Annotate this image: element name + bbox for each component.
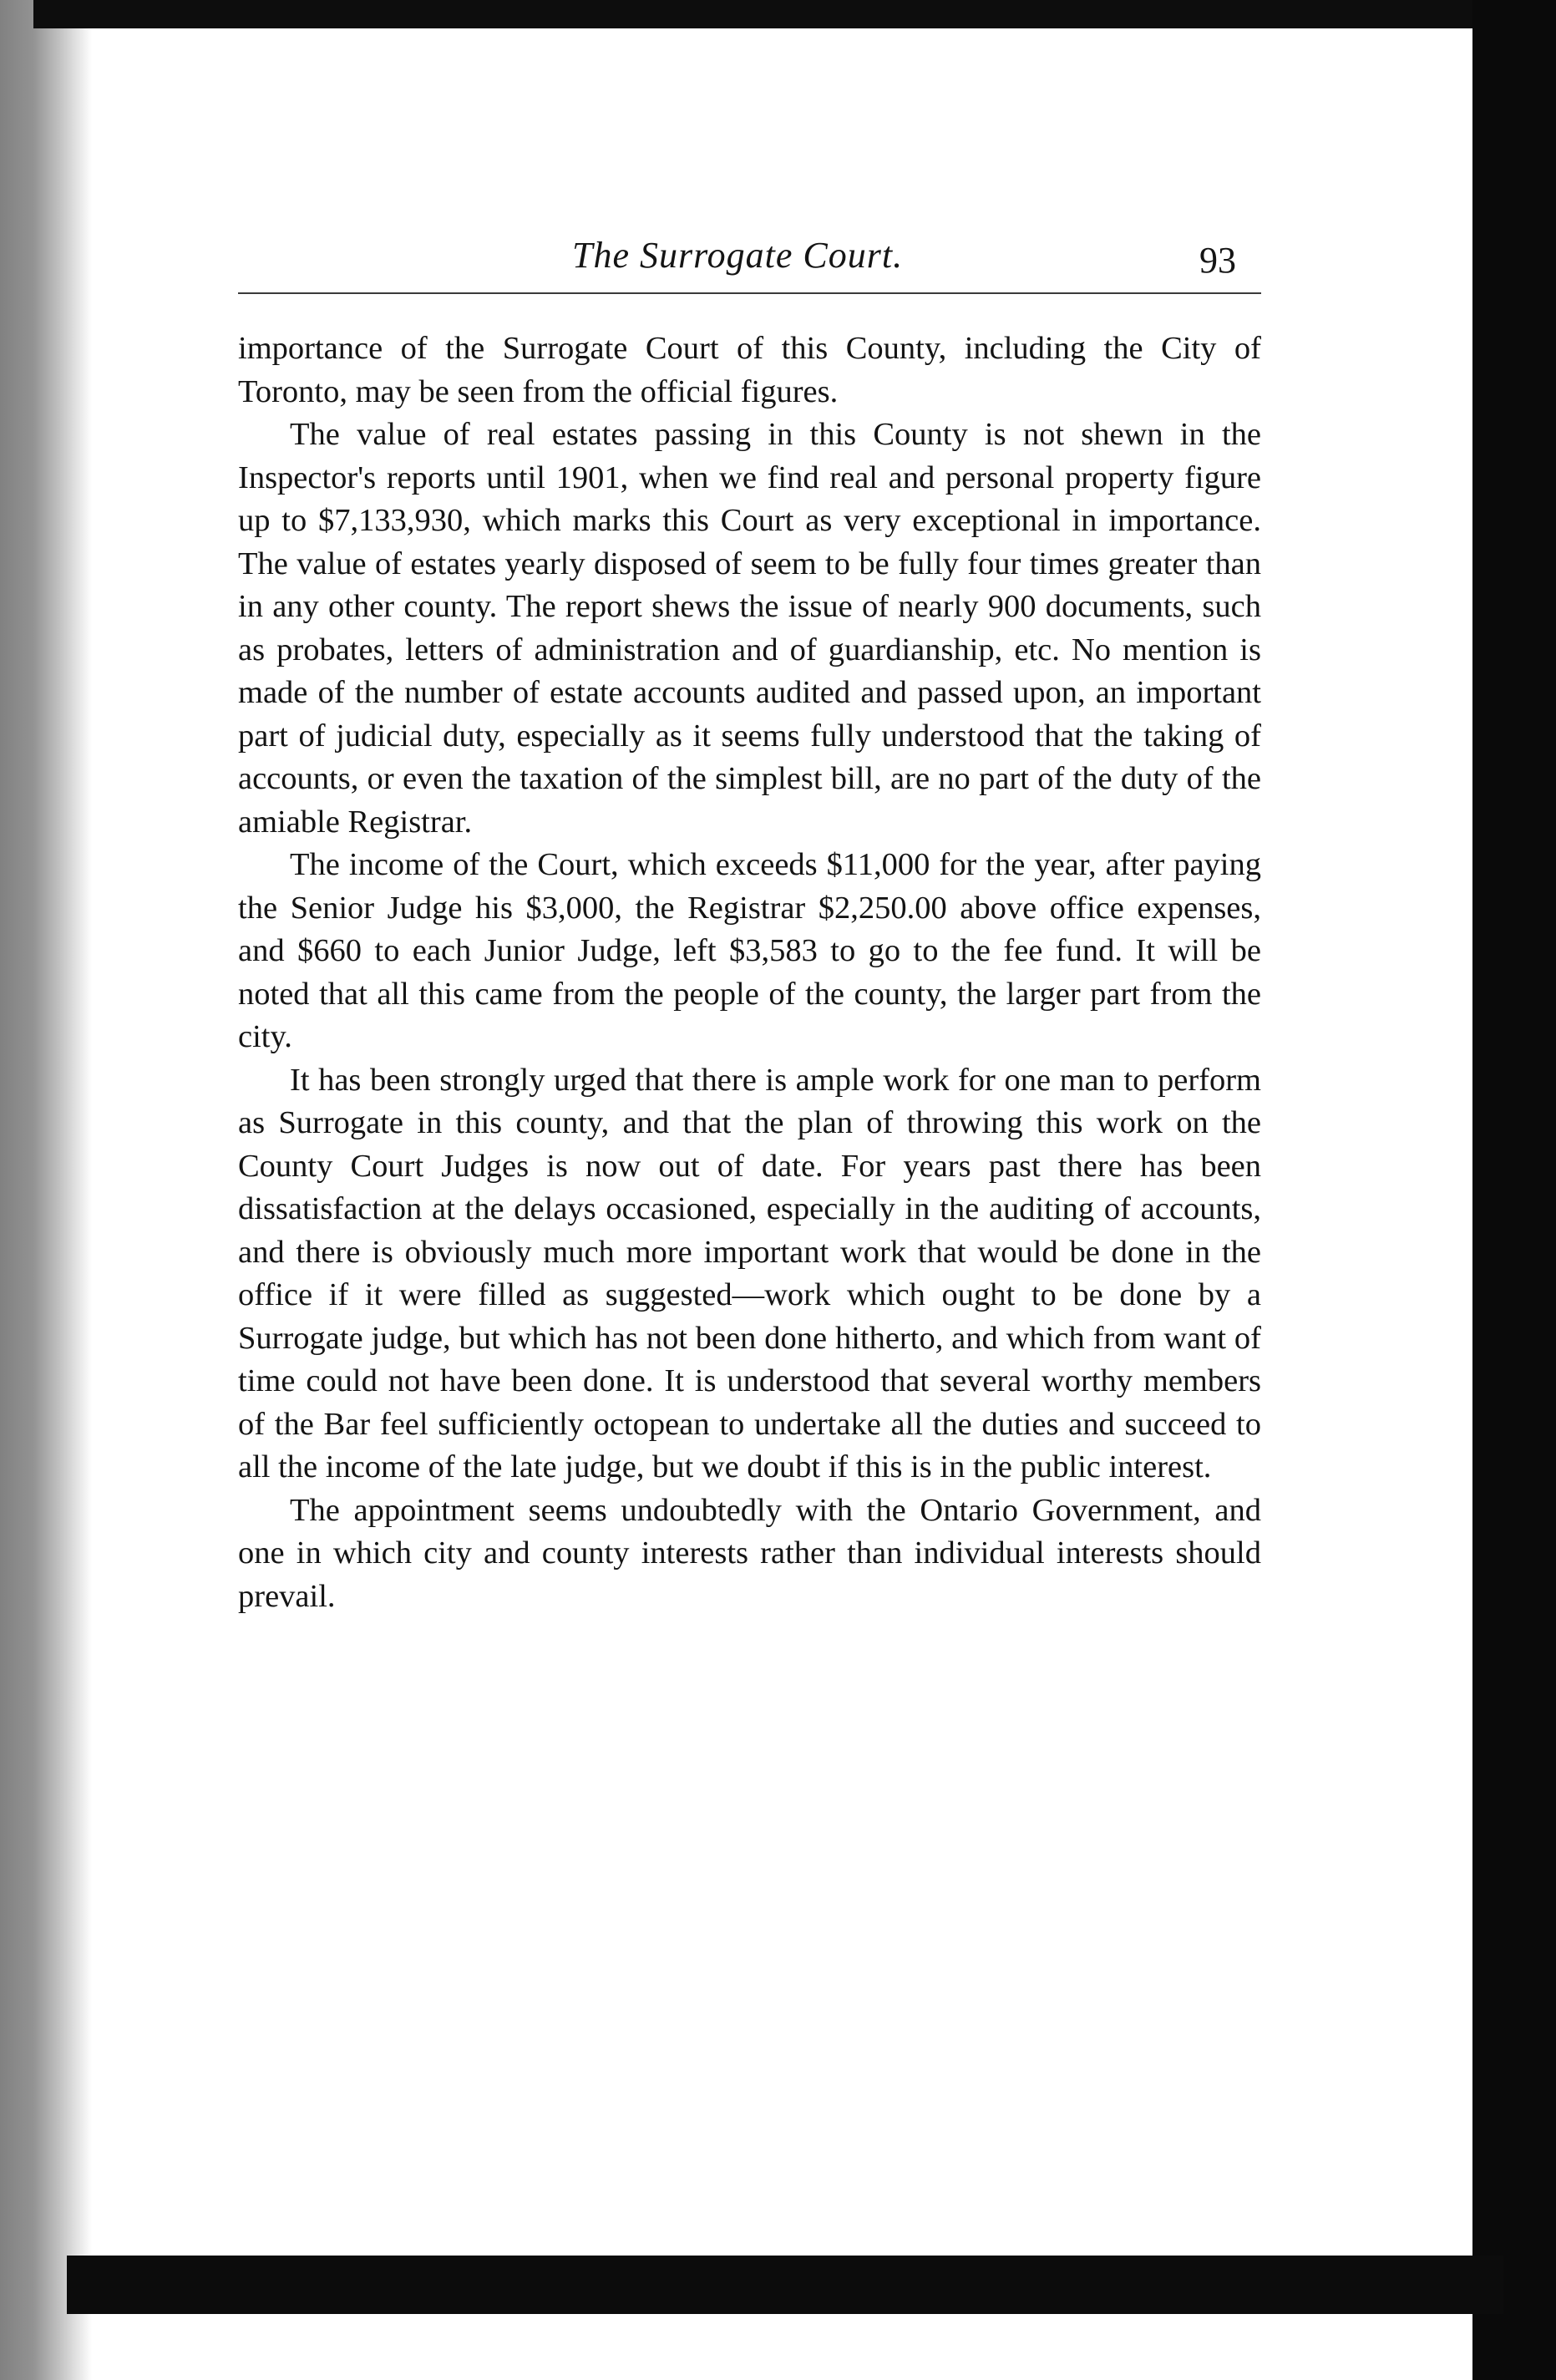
book-page	[238, 234, 1261, 1618]
paragraph: It has been strongly urged that there is ample work for one man to perform as Surrogate in this county, and that the plan of throwing this work on the County Court Judges is now out of date. For years past there has been dissatisfaction at the delays occasioned, especially in the auditing of accounts, and there is obviously much more important work that would be done in the office if it were filled as suggested—work which ought to be done by a Surrogate judge, but which has not been done hitherto, and which from want of time could not have been done. It is understood that several worthy members of the Bar feel sufficiently octopean to undertake all the duties and succeed to all the income of the late judge, but we doubt if this is in the public interest.	[238, 1062, 1261, 1484]
body-text	[238, 327, 1261, 1618]
paragraph: The income of the Court, which exceeds $11,000 for the year, after paying the Senior Judge his $3,000, the Registrar $2,250.00 above office expenses, and $660 to each Junior Judge, left $3,583 to go to the fee fund. It will be noted that all this came from the people of the county, the larger part from the city.	[238, 847, 1261, 1054]
page-number: 93	[1199, 240, 1236, 281]
scan-left-edge	[0, 0, 92, 2380]
scan-right-border	[1472, 0, 1556, 2380]
paragraph: The appointment seems undoubtedly with the Ontario Government, and one in which city and county interests rather than individual interests should prevail.	[238, 1492, 1261, 1614]
running-title: The Surrogate Court.	[572, 235, 904, 276]
page-header	[238, 234, 1261, 294]
paragraph: importance of the Surrogate Court of this County, including the City of Toronto, may be seen from the official figures.	[238, 331, 1261, 409]
paragraph: The value of real estates passing in this County is not shewn in the Inspector's reports until 1901, when we find real and personal property figure up to $7,133,930, which marks this Court as very exceptional in importance. The value of estates yearly disposed of seem to be fully four times greater than in any other county. The report shews the issue of nearly 900 documents, such as probates, letters of administration and of guardianship, etc. No mention is made of the number of estate accounts audited and passed upon, an important part of judicial duty, especially as it seems fully understood that the taking of accounts, or even the taxation of the simplest bill, are no part of the duty of the amiable Registrar.	[238, 417, 1261, 840]
scan-top-border	[33, 0, 1487, 28]
scan-bottom-border	[67, 2256, 1503, 2314]
